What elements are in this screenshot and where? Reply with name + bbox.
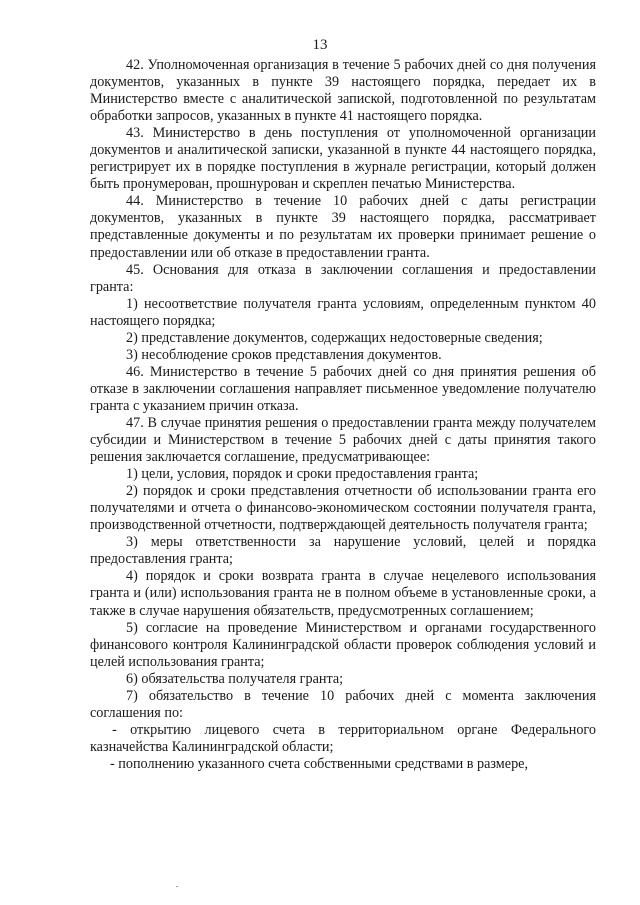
paragraph-47-item-1: 1) цели, условия, порядок и сроки предоставления гранта; — [126, 466, 479, 483]
paragraph-47-item-5: 5) согласие на проведение Министерством и органами государственного финансового контроля Калининградской области проверок соблюдения условий и целей использования гранта; — [90, 619, 596, 670]
paragraph-47-item-3: 3) меры ответственности за нарушение условий, целей и порядка предоставления гранта; — [90, 534, 596, 568]
paragraph-42: 42. Уполномоченная организация в течение 5 рабочих дней со дня получения документов, указанных в пункте 39 настоящего порядка, передает их в Министерство вместе с аналитической запиской, подготовленной по результатам обработки запросов, указанных в пункте 41 настоящего порядка. — [90, 57, 596, 125]
paragraph-45: 45. Основания для отказа в заключении соглашения и предоставлении гранта: — [90, 261, 596, 295]
paragraph-47-item-2: 2) порядок и сроки представления отчетности об использовании гранта его получателями и отчета о финансово-экономическом состоянии получателя гранта, производственной отчетности, подтверждающей деятельность получателя гранта; — [90, 483, 596, 534]
paragraph-44: 44. Министерство в течение 10 рабочих дней с даты регистрации документов, указанных в пункте 39 настоящего порядка, рассматривает представленные документы и по результатам их проверки принимает решение о предоставлении или об отказе в предоставлении гранта. — [90, 193, 596, 261]
paragraph-47-item-7: 7) обязательство в течение 10 рабочих дней с момента заключения соглашения по: — [90, 687, 596, 721]
document-body — [90, 57, 596, 773]
page-number: 13 — [312, 37, 328, 53]
paragraph-47: 47. В случае принятия решения о предоставлении гранта между получателем субсидии и Министерством в течение 5 рабочих дней с даты принятия такого решения заключается соглашение, предусматривающее: — [90, 414, 596, 466]
paragraph-45-item-1: 1) несоответствие получателя гранта условиям, определенным пунктом 40 настоящего порядка; — [90, 295, 596, 329]
paragraph-47-item-7-dash-1: - открытию лицевого счета в территориальном органе Федерального казначейства Калининградской области; — [90, 721, 596, 755]
paragraph-45-item-2: 2) представление документов, содержащих недостоверные сведения; — [126, 329, 543, 346]
paragraph-47-item-7-dash-2: - пополнению указанного счета собственными средствами в размере, — [110, 755, 529, 772]
paragraph-46: 46. Министерство в течение 5 рабочих дней со дня принятия решения об отказе в заключении соглашения направляет письменное уведомление получателю гранта с указанием причин отказа. — [90, 363, 596, 414]
scan-speck — [176, 886, 178, 887]
paragraph-47-item-4: 4) порядок и сроки возврата гранта в случае нецелевого использования гранта и (или) использования гранта не в полном объеме в установленные сроки, а также в случае нарушения обязательств, предусмотренных соглашением; — [90, 568, 596, 619]
paragraph-45-item-3: 3) несоблюдение сроков представления документов. — [126, 346, 442, 363]
paragraph-43: 43. Министерство в день поступления от уполномоченной организации документов и аналитической записки, указанной в пункте 44 настоящего порядка, регистрирует их в порядке поступления в журнале регистрации, который должен быть пронумерован, прошнурован и скреплен печатью Министерства. — [90, 125, 596, 193]
paragraph-47-item-6: 6) обязательства получателя гранта; — [126, 670, 344, 687]
